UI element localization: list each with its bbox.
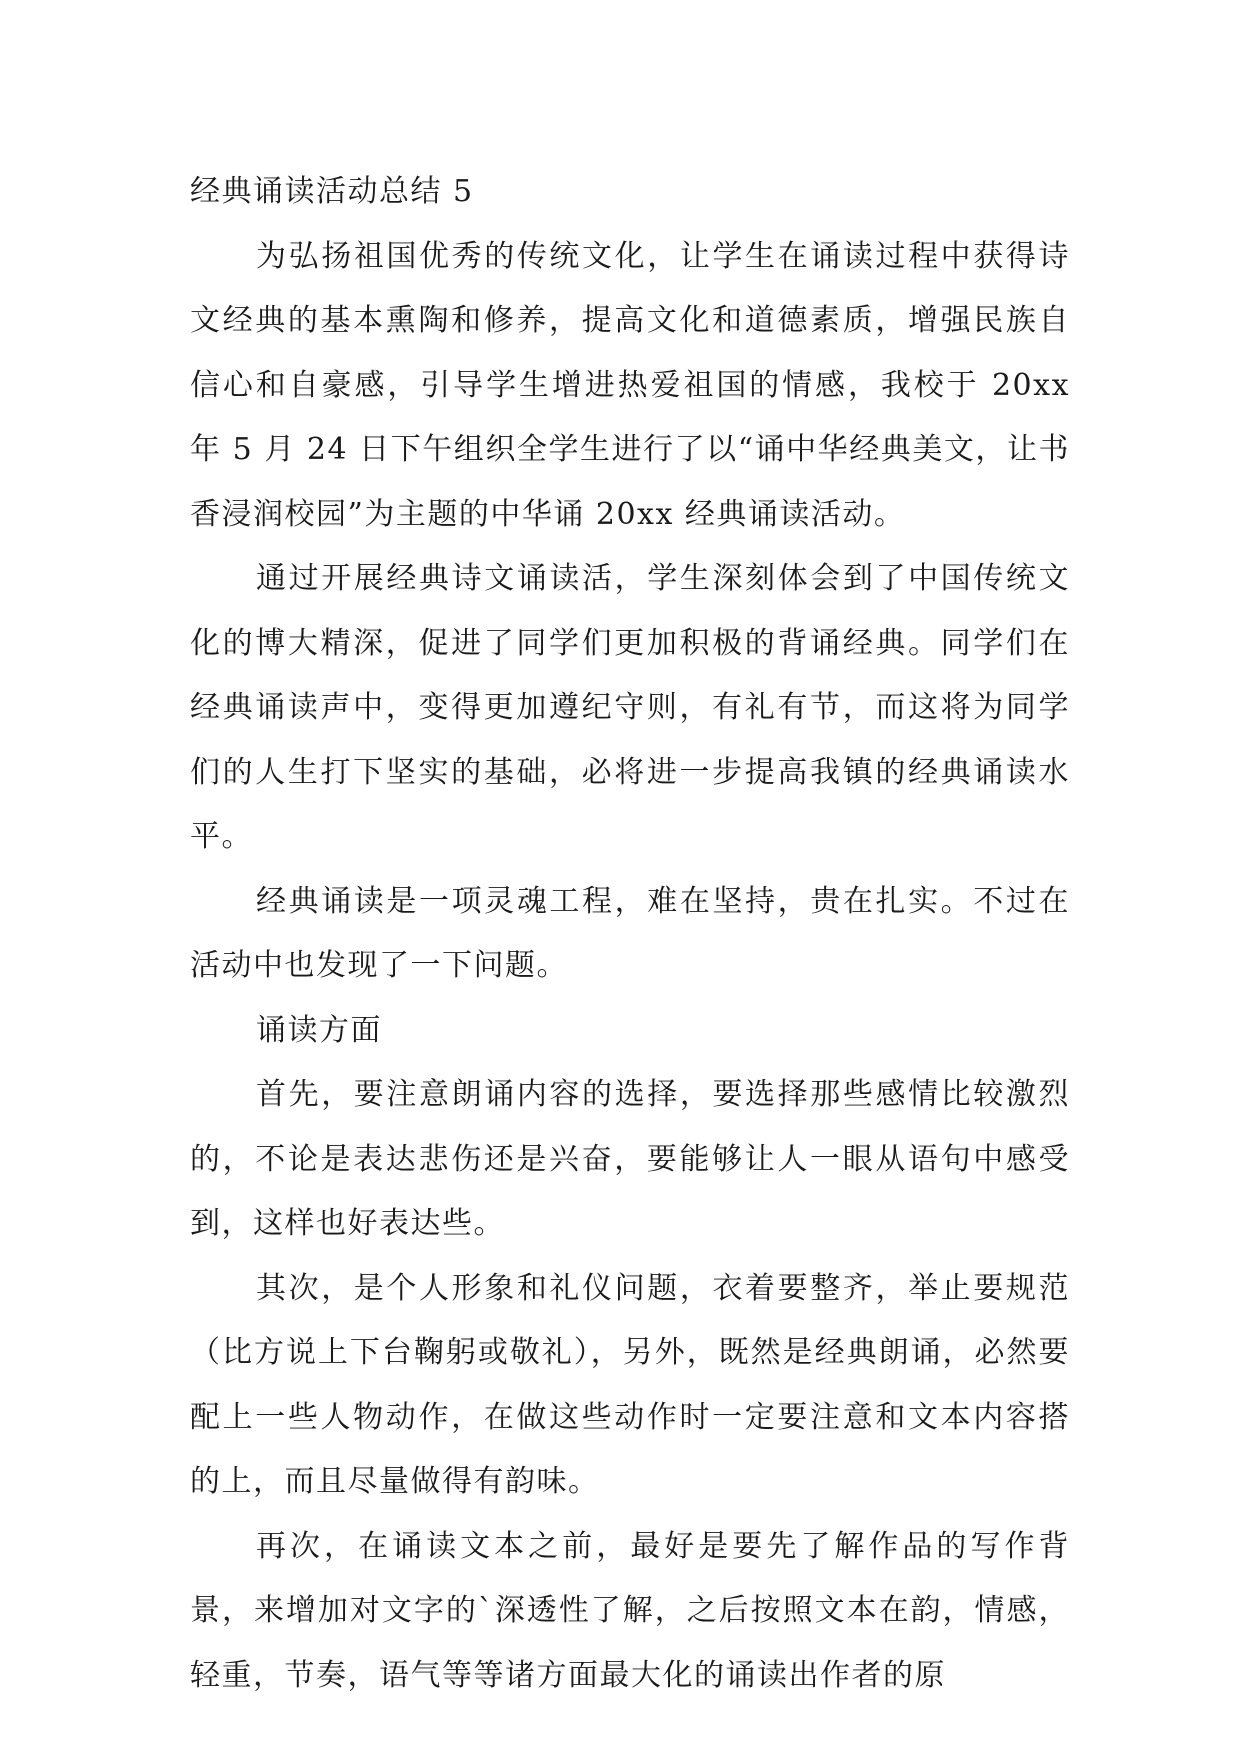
document-body (190, 160, 1070, 1708)
paragraph-intro: 为弘扬祖国优秀的传统文化，让学生在诵读过程中获得诗文经典的基本熏陶和修养，提高文化和道德素质，增强民族自信心和自豪感，引导学生增进热爱祖国的情感，我校于 20xx 年 5 月 24 日下午组织全学生进行了以“诵中华经典美文，让书香浸润校园”为主题的中华诵 20xx 经典诵读活动。 (190, 238, 1070, 532)
paragraph-second: 其次，是个人形象和礼仪问题，衣着要整齐，举止要规范（比方说上下台鞠躬或敬礼），另外，既然是经典朗诵，必然要配上一些人物动作，在做这些动作时一定要注意和文本内容搭的上，而且尽量做得有韵味。 (190, 1270, 1070, 1499)
section-subheading: 诵读方面 (256, 1012, 382, 1048)
document-title: 经典诵读活动总结 5 (190, 174, 474, 209)
paragraph-third: 再次，在诵读文本之前，最好是要先了解作品的写作背景，来增加对文字的`深透性了解，之后按照文本在韵，情感，轻重，节奏，语气等等诸方面最大化的诵读出作者的原 (190, 1528, 1070, 1693)
paragraph-problems: 经典诵读是一项灵魂工程，难在坚持，贵在扎实。不过在活动中也发现了一下问题。 (190, 883, 1070, 983)
paragraph-benefits: 通过开展经典诗文诵读活，学生深刻体会到了中国传统文化的博大精深，促进了同学们更加积极的背诵经典。同学们在经典诵读声中，变得更加遵纪守则，有礼有节，而这将为同学们的人生打下坚实的基础，必将进一步提高我镇的经典诵读水平。 (190, 561, 1070, 854)
paragraph-first: 首先，要注意朗诵内容的选择，要选择那些感情比较激烈的，不论是表达悲伤还是兴奋，要能够让人一眼从语句中感受到，这样也好表达些。 (190, 1077, 1070, 1241)
